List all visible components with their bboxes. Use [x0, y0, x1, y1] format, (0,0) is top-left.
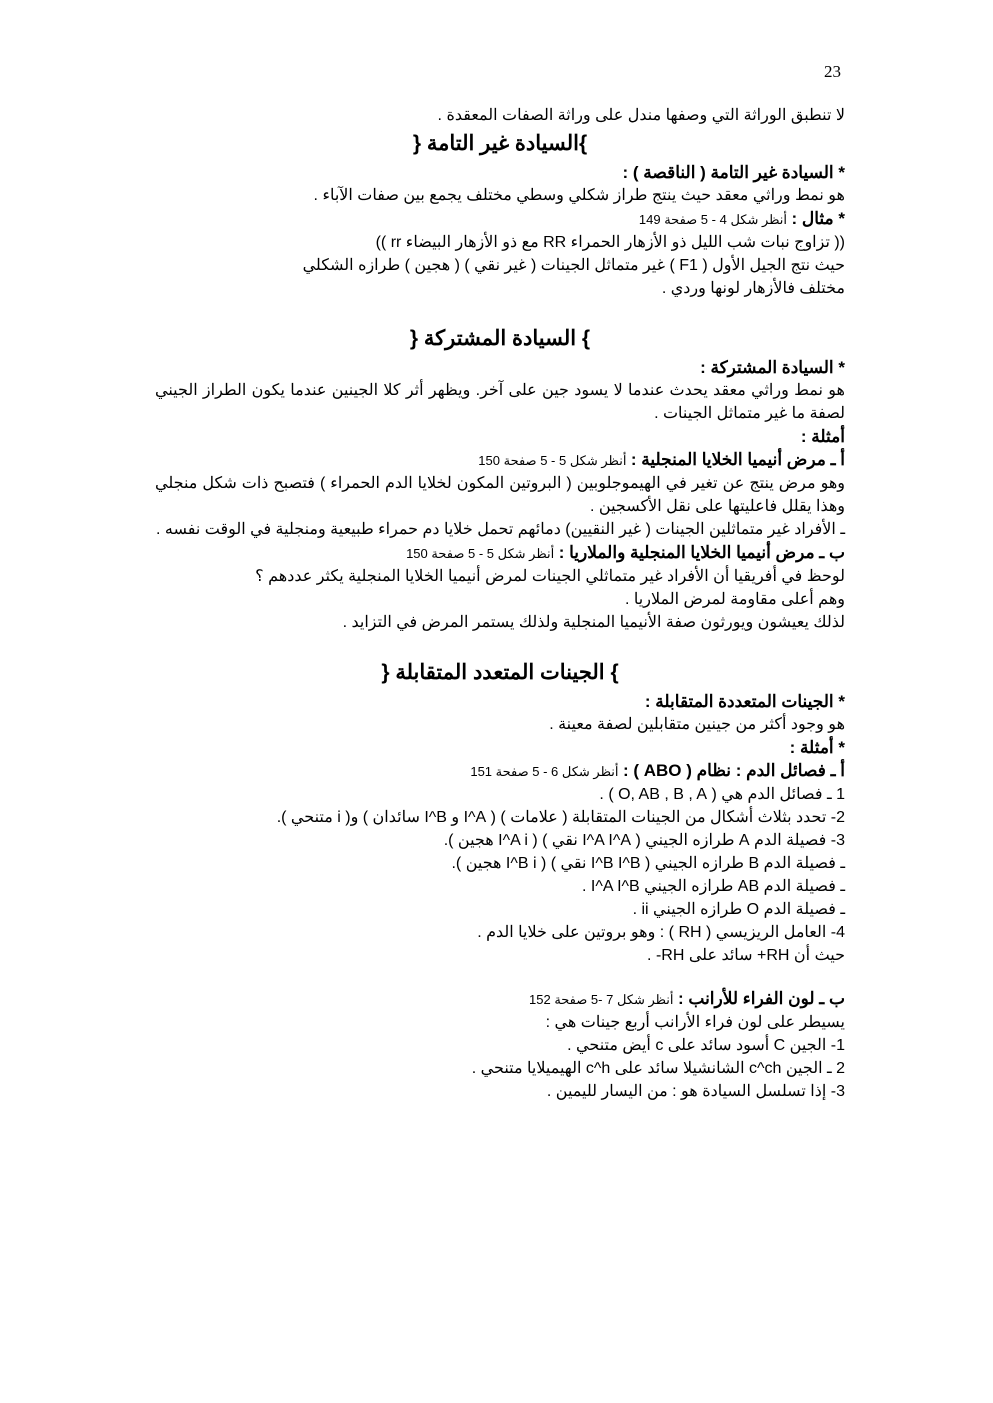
definition-incomplete-dominance: هو نمط وراثي معقد حيث ينتج طراز شكلي وسطي مختلف يجمع بين صفات الآباء . [313, 187, 845, 204]
spacer [155, 967, 845, 987]
heading-codominance: * السيادة المشتركة : [700, 358, 845, 377]
rabbit-fur-item-1: 1- الجين C أسود سائد على c أيض متنحي . [567, 1037, 845, 1054]
example-label: * مثال : [791, 209, 845, 228]
blood-item-4b: حيث أن RH+ سائد على RH- . [647, 947, 845, 964]
intro-text: لا تنطبق الوراثة التي وصفها مندل على وراثة الصفات المعقدة . [437, 107, 845, 124]
example-f1: حيث نتج الجيل الأول ( F1 ) غير متماثل الجينات ( غير نقي ) ( هجين ) طرازه الشكلي [302, 257, 845, 274]
figure-ref: أنظر شكل 4 - 5 صفحة 149 [638, 212, 788, 227]
sickle-cell-description: وهو مرض ينتج عن تغير في الهيموجلوبين ( البروتين المكون لخلايا الدم الحمراء ) فتصبح ذات شكل منجلي وهذا يقلل فاعليتها على نقل الأكسجين . [155, 475, 845, 515]
rabbit-fur-heading [155, 987, 845, 1011]
examples-label: * أمثلة : [789, 738, 845, 757]
blood-item-3c: ـ فصيلة الدم AB طرازه الجيني I^A I^B . [581, 878, 845, 895]
rabbit-fur-item-2: 2 ـ الجين c^ch الشانشيلا سائد على c^h الهيميلايا متنحي . [471, 1060, 845, 1077]
blood-item-3d: ـ فصيلة الدم O طرازه الجيني ii . [632, 901, 845, 918]
heading-multiple-alleles: * الجينات المتعددة المتقابلة : [644, 692, 845, 711]
blood-groups-label: أ ـ فصائل الدم : نظام ( ABO ) : [622, 761, 845, 780]
malaria-conclusion: لذلك يعيشون ويورثون صفة الأنيميا المنجلية ولذلك يستمر المرض في التزايد . [342, 614, 845, 631]
example-line [155, 207, 845, 231]
sickle-cell-label: أ ـ مرض أنيميا الخلايا المنجلية : [630, 450, 845, 469]
rabbit-fur-label: ب ـ لون الفراء للأرانب : [678, 989, 845, 1008]
figure-ref: أنظر شكل 5 - 5 صفحة 150 [478, 453, 627, 468]
malaria-label: ب ـ مرض أنيميا الخلايا المنجلية والملاريا : [558, 543, 845, 562]
section-title-codominance: } السيادة المشتركة { [409, 327, 591, 350]
figure-ref: أنظر شكل 6 - 5 صفحة 151 [470, 764, 619, 779]
blood-item-1: 1 ـ فصائل الدم هي ( O, AB , B , A ) . [599, 786, 845, 803]
heading-incomplete-dominance: * السيادة غير التامة ( الناقصة ) : [622, 163, 845, 182]
examples-label: أمثلة : [800, 427, 845, 446]
definition-codominance: هو نمط وراثي معقد يحدث عندما لا يسود جين على آخر. ويظهر أثر كلا الجينين عندما يكون الطراز الجيني لصفة ما غير متماثل الجينات . [155, 382, 845, 422]
malaria-resistance: وهم أعلى مقاومة لمرض الملاريا . [625, 591, 845, 608]
sickle-cell-heading [155, 448, 845, 472]
example-cross: (( تزاوج نبات شب الليل ذو الأزهار الحمراء RR مع ذو الأزهار البيضاء rr )) [375, 234, 845, 251]
definition-multiple-alleles: هو وجود أكثر من جينين متقابلين لصفة معينة . [549, 716, 845, 733]
document-body [155, 104, 845, 1103]
section-title-incomplete-dominance: }السيادة غير التامة { [412, 132, 588, 155]
blood-item-4: 4- العامل الريزيسي ( RH ) : وهو بروتين على خلايا الدم . [477, 924, 845, 941]
blood-groups-heading [155, 759, 845, 783]
rabbit-fur-intro: يسيطر على لون فراء الأرانب أربع جينات هي : [545, 1014, 845, 1031]
page-number: 23 [824, 62, 841, 81]
sickle-cell-heterozygous: ـ الأفراد غير متماثلين الجينات ( غير النقيين) دمائهم تحمل خلايا دم حمراء طبيعية ومنجلية في الوقت نفسه . [156, 521, 845, 538]
blood-item-3: 3- فصيلة الدم A طرازه الجيني ( I^A I^A نقي ) ( I^A i هجين ). [443, 832, 845, 849]
figure-ref: أنظر شكل 7 -5 صفحة 152 [529, 992, 674, 1007]
figure-ref: أنظر شكل 5 - 5 صفحة 150 [406, 546, 555, 561]
blood-item-3b: ـ فصيلة الدم B طرازه الجيني ( I^B I^B نقي ) ( I^B i هجين ). [451, 855, 845, 872]
rabbit-fur-item-3: 3- إذا تسلسل السيادة هو : من اليسار لليمين . [546, 1083, 845, 1100]
malaria-heading [155, 541, 845, 565]
section-title-multiple-alleles: } الجينات المتعدد المتقابلة { [381, 661, 619, 684]
malaria-observation: لوحظ في أفريقيا أن الأفراد غير متماثلي الجينات لمرض أنيميا الخلايا المنجلية يكثر عددهم ؟ [255, 568, 845, 585]
blood-item-2: 2- تحدد بثلاث أشكال من الجينات المتقابلة ( علامات ) ( I^A و I^B سائدان ) و( i متنحي ). [276, 809, 845, 826]
example-result: مختلف فالأزهار لونها وردي . [661, 280, 845, 297]
